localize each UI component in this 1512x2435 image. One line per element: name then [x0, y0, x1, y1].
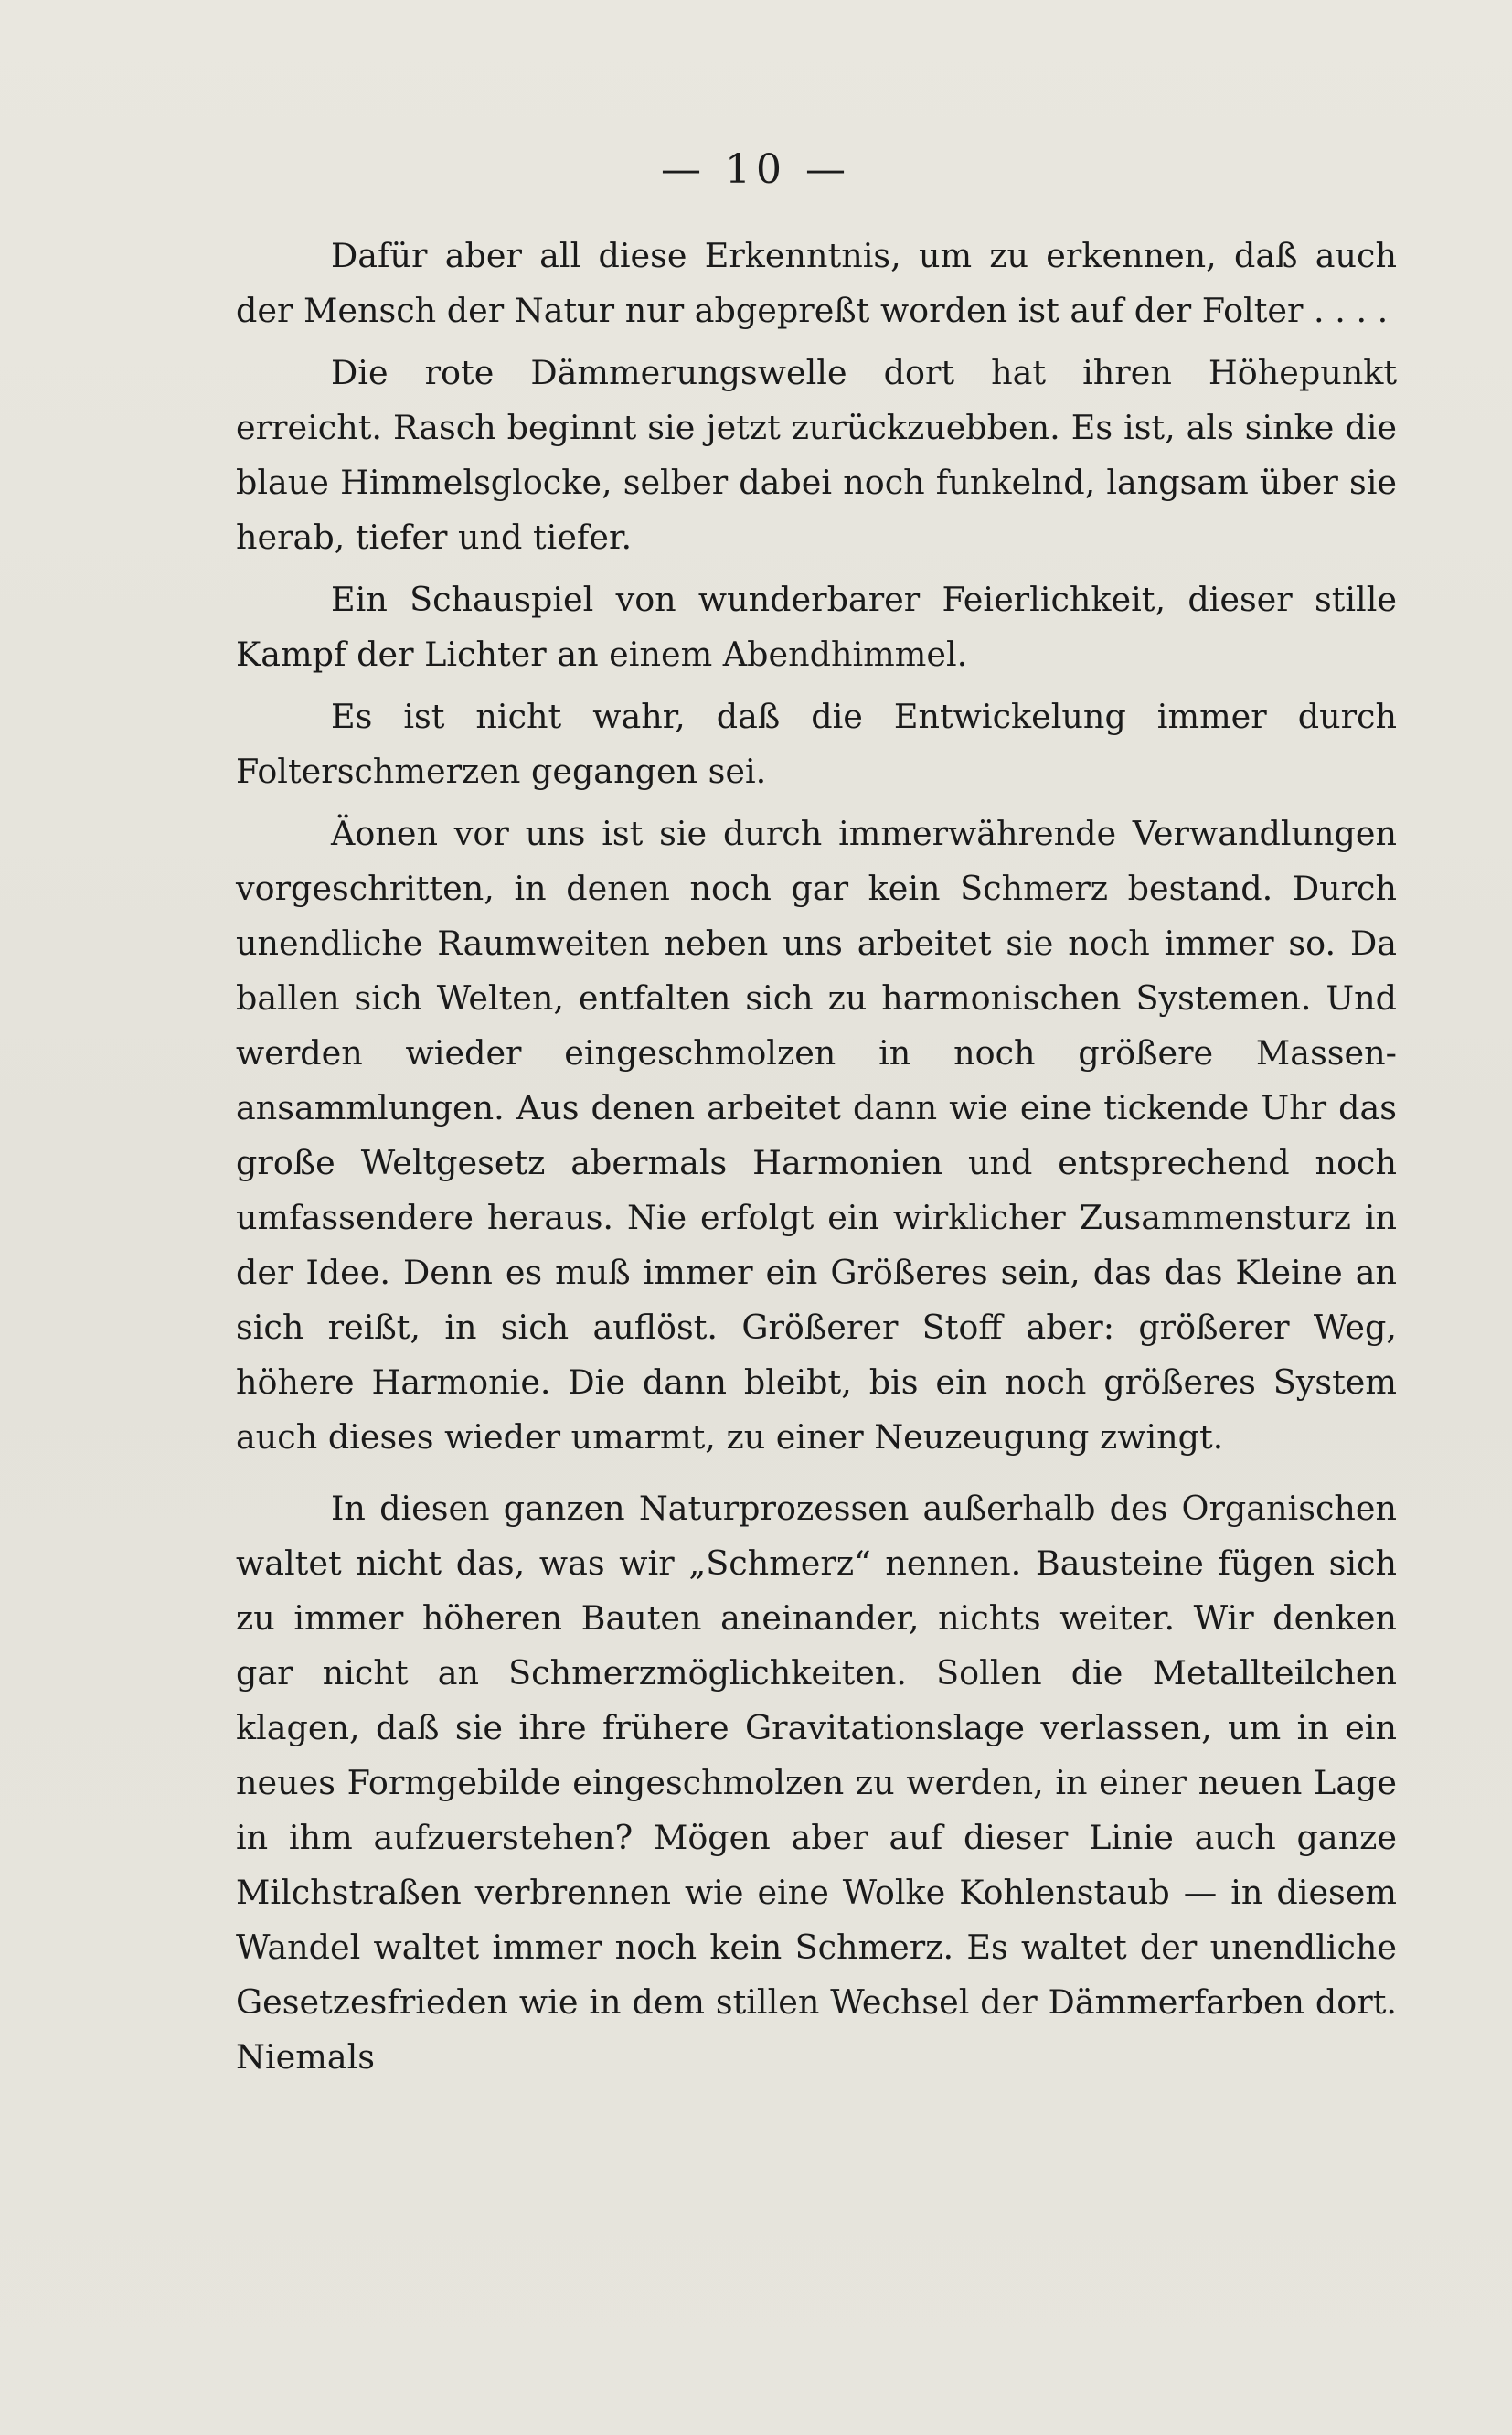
page-number: — 10 —: [661, 146, 851, 193]
paragraph-5: Äonen vor uns ist sie durch immerwährende Verwandlungen vorgeschritten, in denen noch gar kein Schmerz bestand. Durch unendliche Raumweiten neben uns arbeitet sie noch immer so. Da ballen sich Welten, entfalten sich zu harmonischen Systemen. Und werden wieder eingeschmolzen in noch größere Massenansammlungen. Aus denen arbeitet dann wie eine tickende Uhr das große Weltgesetz abermals Harmonien und entsprechend noch umfassendere heraus. Nie erfolgt ein wirklicher Zusammensturz in der Idee. Denn es muß immer ein Größeres sein, das das Kleine an sich reißt, in sich auflöst. Größerer Stoff aber: größerer Weg, höhere Harmonie. Die dann bleibt, bis ein noch größeres System auch dieses wieder umarmt, zu einer Neuzeugung zwingt.: [236, 814, 1397, 1457]
paragraph-4: Es ist nicht wahr, daß die Entwickelung immer durch Folterschmerzen gegangen sei.: [236, 697, 1397, 791]
paragraph-1: Dafür aber all diese Erkenntnis, um zu erkennen, daß auch der Mensch der Natur nur abgepreßt worden ist auf der Folter . . . .: [236, 236, 1397, 330]
body-text: [236, 229, 1397, 2085]
paragraph-2: Die rote Dämmerungswelle dort hat ihren Höhepunkt erreicht. Rasch beginnt sie jetzt zurückzuebben. Es ist, als sinke die blaue Himmelsglocke, selber dabei noch funkelnd, langsam über sie herab, tiefer und tiefer.: [236, 353, 1397, 557]
paragraph-6: In diesen ganzen Naturprozessen außerhalb des Organischen waltet nicht das, was wir „Schmerz“ nennen. Bausteine fügen sich zu immer höheren Bauten aneinander, nichts weiter. Wir denken gar nicht an Schmerzmöglichkeiten. Sollen die Metallteilchen klagen, daß sie ihre frühere Gravitationslage verlassen, um in ein neues Formgebilde eingeschmolzen zu werden, in einer neuen Lage in ihm aufzuerstehen? Mögen aber auf dieser Linie auch ganze Milchstraßen verbrennen wie eine Wolke Kohlenstaub — in diesem Wandel waltet immer noch kein Schmerz. Es waltet der unendliche Gesetzesfrieden wie in dem stillen Wechsel der Dämmerfarben dort. Niemals: [236, 1489, 1397, 2077]
paragraph-3: Ein Schauspiel von wunderbarer Feierlichkeit, dieser stille Kampf der Lichter an einem Abendhimmel.: [236, 580, 1397, 674]
